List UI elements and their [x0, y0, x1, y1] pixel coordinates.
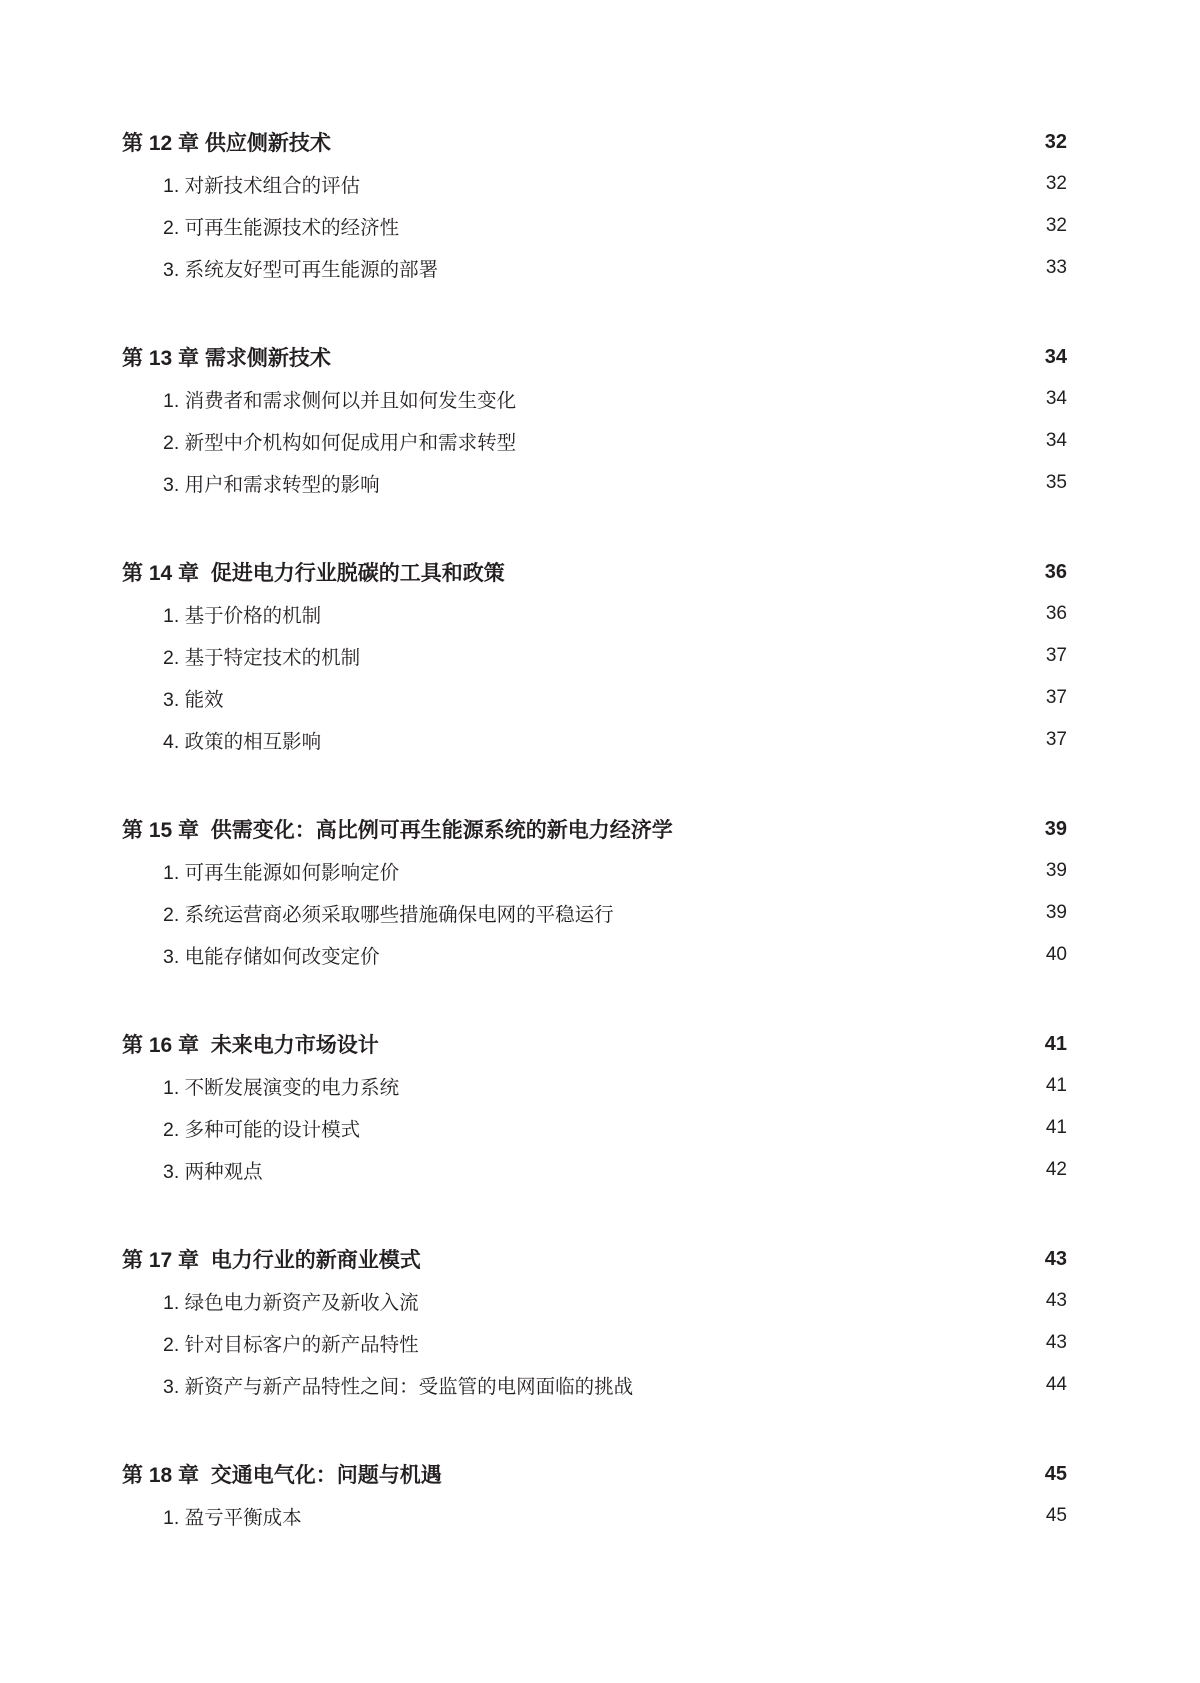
- chapter-page-number: 34: [1044, 345, 1067, 368]
- chapter-page-number: 36: [1044, 560, 1067, 583]
- entry-title: 2. 可再生能源技术的经济性: [163, 217, 400, 239]
- entry-page-number: 39: [1045, 902, 1067, 923]
- toc-chapter-heading-row: [122, 1238, 1067, 1280]
- chapter-title: 第 18 章 交通电气化：问题与机遇: [122, 1464, 442, 1487]
- toc-entry-row: [122, 247, 1067, 289]
- entry-title: 1. 对新技术组合的评估: [163, 175, 361, 197]
- entry-page-number: 45: [1045, 1505, 1067, 1526]
- toc-entry-row: [122, 850, 1067, 892]
- toc-entry-row: [122, 892, 1067, 934]
- table-of-contents: [122, 121, 1067, 1537]
- entry-page-number: 37: [1045, 687, 1067, 708]
- toc-chapter-heading-row: [122, 808, 1067, 850]
- toc-entry-row: [122, 1280, 1067, 1322]
- toc-entry-row: [122, 420, 1067, 462]
- chapter-title: 第 17 章 电力行业的新商业模式: [122, 1249, 421, 1272]
- entry-page-number: 32: [1045, 173, 1067, 194]
- toc-entry-row: [122, 1322, 1067, 1364]
- toc-chapter: [122, 1023, 1067, 1191]
- entry-title: 1. 盈亏平衡成本: [163, 1507, 302, 1529]
- toc-chapter: [122, 551, 1067, 761]
- chapter-page-number: 43: [1044, 1247, 1067, 1270]
- chapter-page-number: 41: [1044, 1032, 1067, 1055]
- chapter-title: 第 15 章 供需变化：高比例可再生能源系统的新电力经济学: [122, 819, 673, 842]
- toc-entry-row: [122, 593, 1067, 635]
- entry-title: 2. 多种可能的设计模式: [163, 1119, 361, 1141]
- toc-entry-row: [122, 635, 1067, 677]
- entry-title: 3. 两种观点: [163, 1161, 263, 1183]
- toc-entry-row: [122, 677, 1067, 719]
- toc-chapter-heading-row: [122, 121, 1067, 163]
- entry-page-number: 44: [1045, 1374, 1067, 1395]
- entry-page-number: 34: [1045, 430, 1067, 451]
- toc-entry-row: [122, 205, 1067, 247]
- toc-chapter: [122, 1453, 1067, 1537]
- toc-entry-row: [122, 1107, 1067, 1149]
- chapter-title: 第 12 章 供应侧新技术: [122, 132, 331, 155]
- toc-entry-row: [122, 378, 1067, 420]
- chapter-title: 第 13 章 需求侧新技术: [122, 347, 331, 370]
- toc-chapter: [122, 121, 1067, 289]
- toc-chapter: [122, 1238, 1067, 1406]
- entry-title: 1. 不断发展演变的电力系统: [163, 1077, 400, 1099]
- toc-entry-row: [122, 462, 1067, 504]
- entry-page-number: 33: [1045, 257, 1067, 278]
- entry-title: 1. 可再生能源如何影响定价: [163, 862, 400, 884]
- entry-page-number: 40: [1045, 944, 1067, 965]
- toc-chapter-heading-row: [122, 1453, 1067, 1495]
- entry-page-number: 42: [1045, 1159, 1067, 1180]
- toc-chapter-heading-row: [122, 336, 1067, 378]
- toc-entry-row: [122, 719, 1067, 761]
- entry-title: 3. 电能存储如何改变定价: [163, 946, 380, 968]
- toc-entry-row: [122, 1149, 1067, 1191]
- entry-page-number: 43: [1045, 1332, 1067, 1353]
- chapter-title: 第 16 章 未来电力市场设计: [122, 1034, 379, 1057]
- toc-chapter-heading-row: [122, 551, 1067, 593]
- chapter-page-number: 39: [1044, 817, 1067, 840]
- entry-page-number: 32: [1045, 215, 1067, 236]
- entry-title: 4. 政策的相互影响: [163, 731, 322, 753]
- entry-page-number: 35: [1045, 472, 1067, 493]
- entry-title: 1. 消费者和需求侧何以并且如何发生变化: [163, 390, 517, 412]
- chapter-page-number: 32: [1044, 130, 1067, 153]
- entry-title: 3. 新资产与新产品特性之间：受监管的电网面临的挑战: [163, 1376, 634, 1398]
- chapter-title: 第 14 章 促进电力行业脱碳的工具和政策: [122, 562, 505, 585]
- entry-page-number: 43: [1045, 1290, 1067, 1311]
- entry-title: 3. 系统友好型可再生能源的部署: [163, 259, 439, 281]
- entry-title: 2. 新型中介机构如何促成用户和需求转型: [163, 432, 517, 454]
- entry-page-number: 37: [1045, 729, 1067, 750]
- entry-page-number: 34: [1045, 388, 1067, 409]
- entry-title: 3. 能效: [163, 689, 224, 711]
- toc-chapter-heading-row: [122, 1023, 1067, 1065]
- entry-page-number: 41: [1045, 1075, 1067, 1096]
- toc-entry-row: [122, 934, 1067, 976]
- entry-page-number: 39: [1045, 860, 1067, 881]
- entry-title: 2. 基于特定技术的机制: [163, 647, 361, 669]
- entry-title: 3. 用户和需求转型的影响: [163, 474, 380, 496]
- entry-title: 1. 基于价格的机制: [163, 605, 322, 627]
- entry-title: 2. 系统运营商必须采取哪些措施确保电网的平稳运行: [163, 904, 614, 926]
- entry-page-number: 36: [1045, 603, 1067, 624]
- entry-title: 1. 绿色电力新资产及新收入流: [163, 1292, 419, 1314]
- entry-title: 2. 针对目标客户的新产品特性: [163, 1334, 419, 1356]
- toc-entry-row: [122, 163, 1067, 205]
- toc-entry-row: [122, 1364, 1067, 1406]
- toc-chapter: [122, 808, 1067, 976]
- chapter-page-number: 45: [1044, 1462, 1067, 1485]
- toc-chapter: [122, 336, 1067, 504]
- toc-entry-row: [122, 1065, 1067, 1107]
- entry-page-number: 41: [1045, 1117, 1067, 1138]
- entry-page-number: 37: [1045, 645, 1067, 666]
- toc-entry-row: [122, 1495, 1067, 1537]
